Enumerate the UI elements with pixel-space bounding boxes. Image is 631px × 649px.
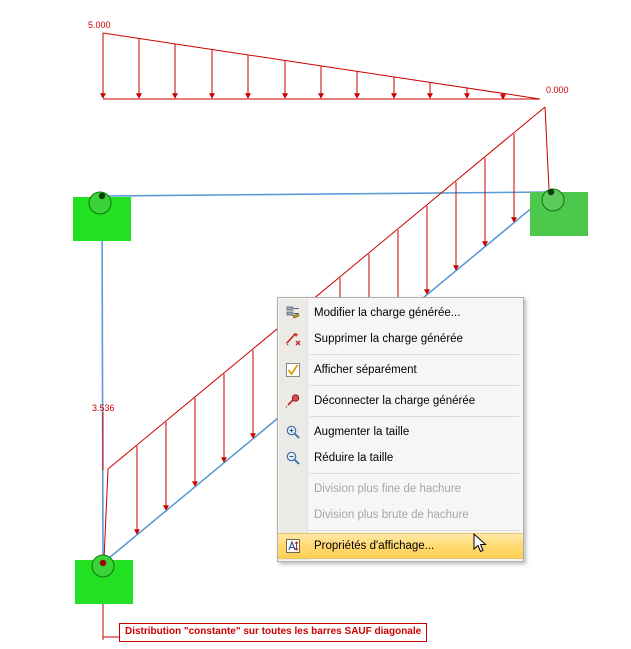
menu-item-reduire-taille[interactable] xyxy=(278,445,523,471)
load-value-top-right: 0.000 xyxy=(546,85,569,95)
menu-item-label: Division plus brute de hachure xyxy=(314,509,469,521)
edit-load-icon xyxy=(278,300,307,326)
menu-item-label: Réduire la taille xyxy=(314,452,394,464)
menu-item-division-fine xyxy=(278,476,523,502)
display-properties-icon xyxy=(278,533,307,559)
top-load-diagram xyxy=(103,33,540,99)
menu-item-label: Modifier la charge générée... xyxy=(314,307,461,319)
menu-item-deconnecter-charge[interactable] xyxy=(278,388,523,414)
menu-item-augmenter-taille[interactable] xyxy=(278,419,523,445)
menu-separator xyxy=(310,385,519,386)
mouse-cursor xyxy=(473,533,487,553)
menu-separator xyxy=(308,530,519,531)
empty-icon xyxy=(278,502,307,528)
menu-item-afficher-separement[interactable] xyxy=(278,357,523,383)
disconnect-icon xyxy=(278,388,307,414)
menu-separator xyxy=(310,354,519,355)
menu-item-label: Propriétés d'affichage... xyxy=(314,540,435,552)
menu-separator xyxy=(310,473,519,474)
menu-item-supprimer-charge[interactable] xyxy=(278,326,523,352)
context-menu[interactable] xyxy=(277,297,524,562)
checkbox-icon xyxy=(278,357,307,383)
load-value-top-left: 5.000 xyxy=(88,20,111,30)
menu-separator xyxy=(310,416,519,417)
menu-item-modifier-charge[interactable] xyxy=(278,300,523,326)
magnify-plus-icon xyxy=(278,419,307,445)
empty-icon xyxy=(278,476,307,502)
magnify-minus-icon xyxy=(278,445,307,471)
delete-load-icon xyxy=(278,326,307,352)
menu-item-label: Déconnecter la charge générée xyxy=(314,395,476,407)
menu-item-label: Afficher séparément xyxy=(314,364,417,376)
menu-item-label: Supprimer la charge générée xyxy=(314,333,463,345)
load-value-mid-left: 3.536 xyxy=(92,403,115,413)
diagram-caption: Distribution "constante" sur toutes les barres SAUF diagonale xyxy=(119,623,427,642)
menu-item-division-brute xyxy=(278,502,523,528)
menu-item-label: Augmenter la taille xyxy=(314,426,410,438)
menu-item-label: Division plus fine de hachure xyxy=(314,483,462,495)
